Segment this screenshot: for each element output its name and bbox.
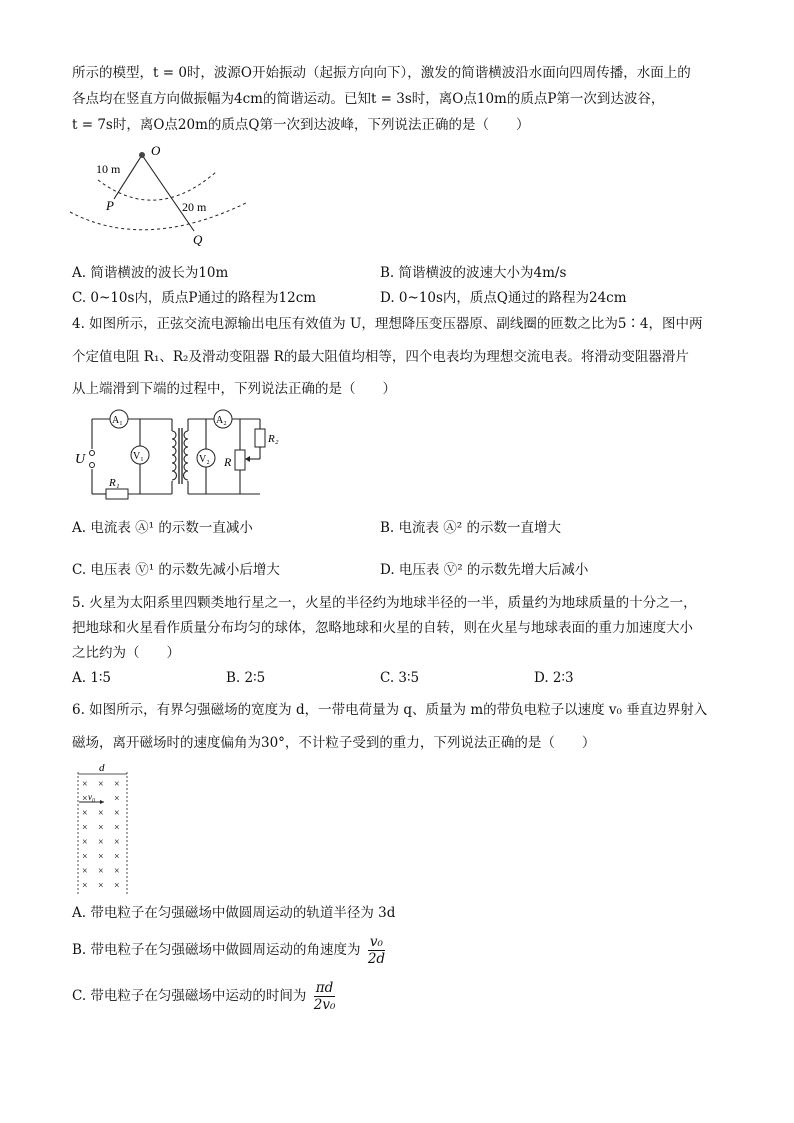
q6-option-c-text: C. 带电粒子在匀强磁场中运动的时间为: [72, 988, 307, 1004]
q6-stem-line-2: 磁场，离开磁场时的速度偏角为30°，不计粒子受到的重力，下列说法正确的是（ ）: [72, 735, 596, 751]
q3-stem-line-2: 各点均在竖直方向做振幅为4cm的简谐运动。已知t = 3s时，离O点10m的质点P第一次到达波谷，: [72, 91, 665, 107]
q5-stem-line-2: 把地球和火星看作质量分布均匀的球体，忽略地球和火星的自转，则在火星与地球表面的重力加速度大小: [72, 620, 693, 636]
resistor-R1: [106, 489, 128, 499]
label-O: O: [151, 143, 161, 158]
label-R1: R₁: [109, 477, 120, 489]
field-cross: ×: [114, 851, 120, 863]
field-cross: ×: [114, 866, 120, 877]
q3-option-c: C. 0~10s内，质点P通过的路程为12cm: [72, 290, 317, 306]
source-terminal-top: [90, 451, 95, 456]
q6-option-b-fraction: [368, 934, 385, 967]
field-cross: ×: [82, 837, 88, 848]
q5-stem-line-3: 之比约为（ ）: [72, 645, 180, 661]
source-terminal-bottom: [90, 463, 95, 468]
field-cross: ×: [114, 880, 120, 892]
field-cross: ×: [98, 866, 104, 877]
field-cross: ×: [98, 779, 104, 790]
field-cross: ×: [82, 880, 88, 892]
field-cross: ×: [98, 837, 104, 848]
q5-option-a: A. 1∶5: [72, 670, 112, 686]
q4-option-c: C. 电压表 Ⓥ¹ 的示数先减小后增大: [72, 562, 280, 578]
label-v0: v₀: [88, 792, 96, 802]
label-R2: R₂: [268, 433, 279, 445]
label-U: U: [75, 452, 86, 467]
label-d: d: [99, 762, 105, 774]
label-20m: 20 m: [182, 200, 207, 214]
label-Q: Q: [193, 232, 203, 247]
velocity-arrowhead: [100, 800, 104, 804]
q3-option-b: B. 简谐横波的波速大小为4m/s: [380, 265, 567, 281]
primary-coil: [172, 431, 177, 480]
q6-option-b: [72, 930, 385, 970]
line-OQ: [142, 155, 194, 231]
q3-stem-line-1: 所示的模型，t = 0时，波源O开始振动（起振方向向下），激发的简谐横波沿水面向四周传播，水面上的: [72, 65, 691, 81]
q5-option-b: B. 2∶5: [226, 670, 266, 686]
label-V1: V₁: [133, 451, 144, 462]
field-cross: ×: [82, 793, 88, 805]
wavefront-20m-arc: [70, 202, 248, 230]
rheostat-R: [235, 450, 245, 470]
field-cross: ×: [114, 822, 120, 834]
q3-option-a: A. 简谐横波的波长为10m: [72, 265, 229, 281]
field-cross: ×: [98, 880, 104, 892]
resistor-R2: [255, 429, 265, 447]
transformer-circuit-figure: [72, 406, 292, 506]
q6-option-c-denominator: 2v₀: [313, 997, 336, 1013]
label-R: R: [224, 455, 232, 469]
field-cross: ×: [114, 793, 120, 805]
q4-stem-line-2: 个定值电阻 R₁、R₂及滑动变阻器 R的最大阻值均相等，四个电表均为理想交流电表。将滑动变阻器滑片: [72, 349, 689, 365]
q6-option-c: [72, 976, 335, 1016]
field-cross: ×: [114, 779, 120, 790]
q4-stem-line-1: 4. 如图所示，正弦交流电源输出电压有效值为 U，理想降压变压器原、副线圈的匝数之比为5∶4，图中两: [72, 316, 703, 332]
field-cross: ×: [114, 837, 120, 848]
secondary-coil: [184, 431, 189, 480]
field-cross: ×: [82, 822, 88, 834]
q6-option-a: A. 带电粒子在匀强磁场中做圆周运动的轨道半径为 3d: [72, 905, 396, 921]
label-10m: 10 m: [96, 162, 121, 176]
label-V2: V₂: [199, 454, 210, 465]
label-A1: A₁: [112, 415, 123, 426]
q6-option-c-fraction: [314, 980, 336, 1013]
wave-source-figure: [66, 142, 266, 250]
q5-option-d: D. 2∶3: [534, 670, 574, 686]
field-cross: ×: [98, 851, 104, 863]
field-cross: ×: [82, 866, 88, 877]
field-cross: ×: [114, 808, 120, 819]
rheostat-slider-arrow: [245, 456, 250, 462]
q3-stem-line-3: t = 7s时，离O点20m的质点Q第一次到达波峰，下列说法正确的是（ ）: [72, 117, 530, 133]
q3-option-d: D. 0~10s内，质点Q通过的路程为24cm: [380, 290, 627, 306]
q4-option-b: B. 电流表 Ⓐ² 的示数一直增大: [380, 520, 561, 536]
q4-option-a: A. 电流表 Ⓐ¹ 的示数一直减小: [72, 520, 253, 536]
magnetic-field-figure: [70, 760, 140, 898]
q6-option-b-denominator: 2d: [367, 951, 386, 967]
label-P: P: [106, 198, 114, 213]
field-cross: ×: [98, 822, 104, 834]
q5-option-c: C. 3∶5: [380, 670, 420, 686]
field-cross: ×: [82, 808, 88, 819]
q4-option-d: D. 电压表 Ⓥ² 的示数先增大后减小: [380, 562, 589, 578]
field-cross: ×: [82, 779, 88, 790]
field-cross: ×: [98, 808, 104, 819]
q6-option-b-numerator: v₀: [368, 934, 385, 951]
q6-stem-line-1: 6. 如图所示，有界匀强磁场的宽度为 d，一带电荷量为 q、质量为 m的带负电粒子以速度 v₀ 垂直边界射入: [72, 702, 708, 718]
q5-stem-line-1: 5. 火星为太阳系里四颗类地行星之一，火星的半径约为地球半径的一半，质量约为地球质量的十分之一，: [72, 595, 697, 611]
source-O-point: [139, 152, 145, 158]
label-A2: A₂: [216, 415, 227, 426]
q4-stem-line-3: 从上端滑到下端的过程中，下列说法正确的是（ ）: [72, 381, 396, 397]
field-cross: ×: [82, 851, 88, 863]
q6-option-c-numerator: πd: [314, 980, 336, 997]
q6-option-b-text: B. 带电粒子在匀强磁场中做圆周运动的角速度为: [72, 942, 361, 958]
